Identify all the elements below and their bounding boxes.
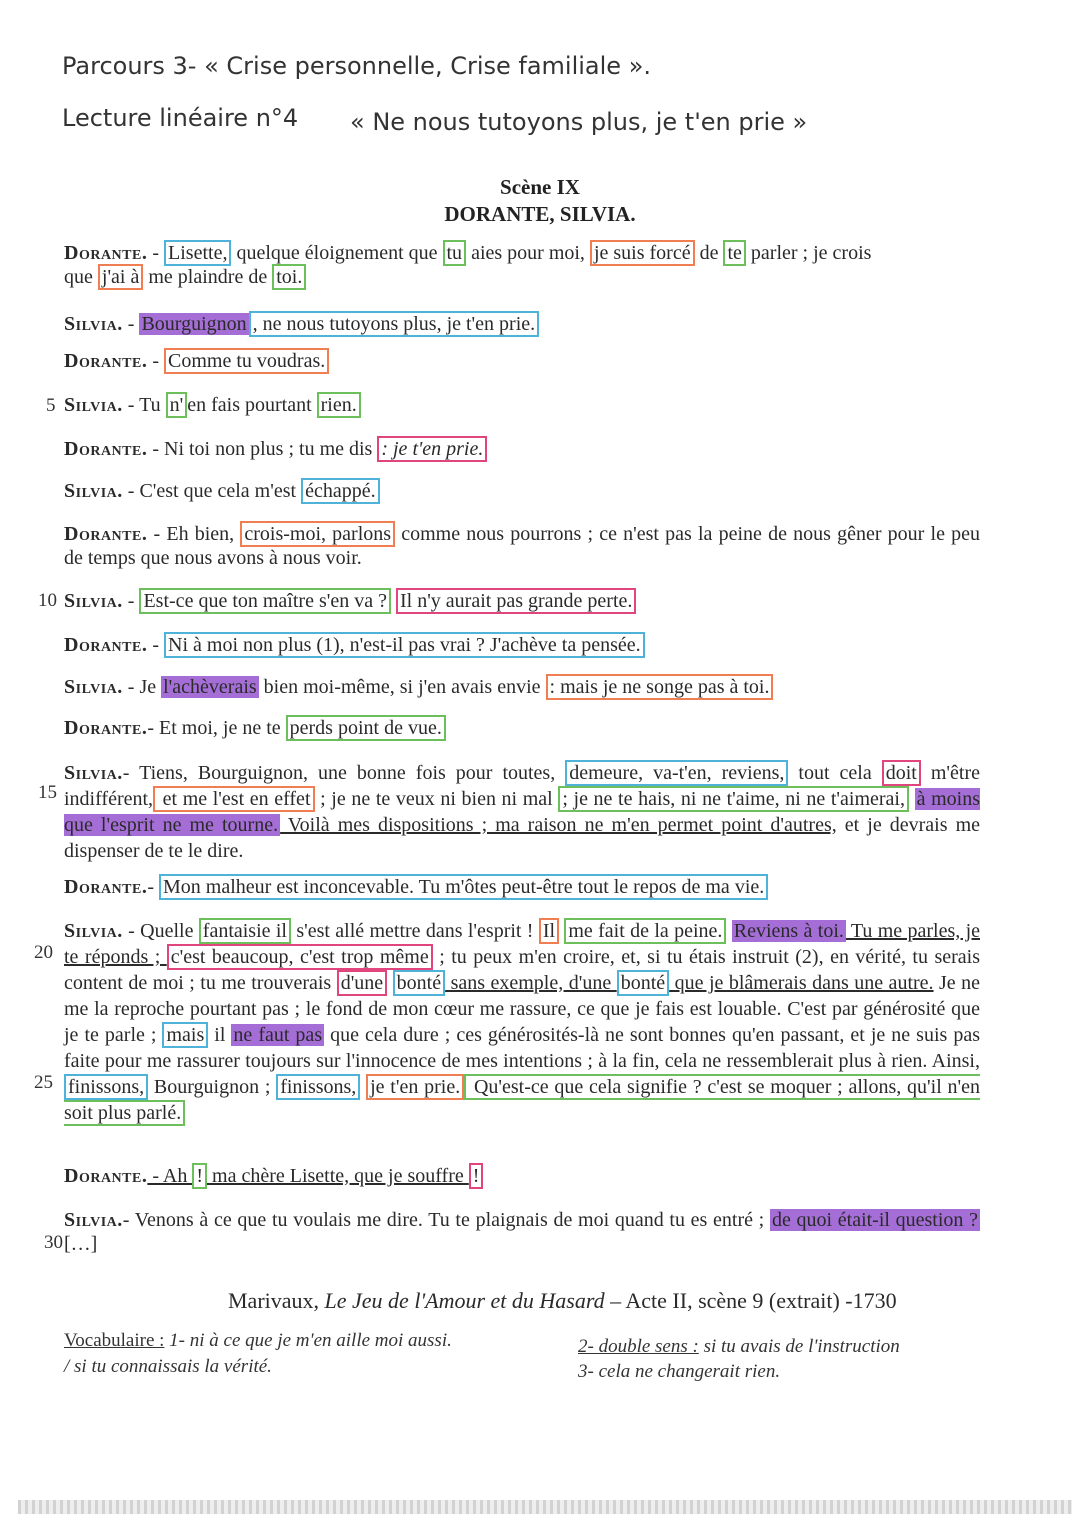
highlight: Est-ce que ton maître s'en va ? [139,588,391,614]
line-number: 20 [34,942,53,963]
text: de [694,242,724,264]
highlight: de quoi était-il question ? [771,1209,978,1231]
line-number: 25 [34,1072,53,1093]
highlight: Comme tu voudras. [164,348,329,374]
speaker: Dorante. [64,523,148,545]
text: que je blâmerais dans une autre. [669,972,934,994]
vocab-text: 1- ni à ce que je m'en aille moi aussi. [164,1330,452,1351]
highlight: c'est beaucoup, c'est trop même [167,944,433,970]
text: Tu me parles, je te réponds ; [64,920,981,968]
text: - [122,313,140,335]
highlight: ! [192,1163,207,1189]
text: comme nous pourrons ; ce n'est pas la peine de nous gêner pour le peu de temps que nous avons à nous voir. [64,523,980,569]
highlight: , ne nous tutoyons plus, je t'en prie. [249,311,539,337]
text: - Venons à ce que tu voulais me dire. Tu te plaignais de moi quand tu es entré ; [122,1209,770,1231]
replica-dorante-6 [64,717,446,740]
highlight: échappé. [301,478,380,504]
highlight: demeure, va-t'en, reviens, [565,760,788,786]
replica-silvia-8 [64,1208,980,1256]
highlight: te [723,240,745,266]
line-number: 15 [38,782,57,803]
speaker: Silvia. [64,590,123,612]
text: m'être indifférent, [64,762,980,810]
text: - [147,876,160,898]
replica-dorante-1 [64,242,871,265]
text: - Eh bien, [147,523,241,545]
text: - C'est que cela m'est [122,480,302,502]
highlight: crois-moi, parlons [240,521,395,547]
vocab-heading: 2- double sens : [578,1336,699,1357]
highlight: Bourguignon [141,313,247,335]
highlight: fantaisie il [199,918,291,944]
line-number: 5 [46,395,56,416]
replica-silvia-4 [64,590,636,613]
speaker: Silvia. [64,676,123,698]
vocab-heading: Vocabulaire : [64,1330,165,1351]
highlight: me fait de la peine. [564,918,726,944]
highlight: perds point de vue. [286,715,446,741]
highlight: ! [469,1163,484,1189]
speaker: Silvia. [64,762,123,784]
highlight: bonté [393,970,445,996]
source-citation [228,1288,897,1314]
highlight: finissons, [64,1074,148,1100]
lecture-title: Lecture linéaire n°4 [62,104,299,132]
speaker: Dorante. [64,717,148,739]
vocab-1b: / si tu connaissais la vérité. [64,1356,272,1377]
text: sans exemple, d'une [445,972,617,994]
text: et je devrais me dispenser de te le dire. [64,814,980,862]
highlight: mais [162,1022,208,1048]
highlight: : je t'en prie. [377,436,487,462]
replica-silvia-2 [64,394,361,417]
citation-work: Le Jeu de l'Amour et du Hasard [324,1288,605,1313]
text: - Tiens, Bourguignon, une bonne fois pour toutes, [122,762,566,784]
highlight: Il n'y aurait pas grande perte. [396,588,636,614]
text: bien moi-même, si j'en avais envie [258,676,546,698]
speaker: Dorante. [64,634,148,656]
text: Bourguignon ; [148,1076,277,1098]
replica-dorante-5 [64,634,645,657]
vocab-1 [64,1330,452,1352]
lecture-quote: « Ne nous tutoyons plus, je t'en prie » [350,108,808,136]
text: - [147,634,165,656]
replica-dorante-2 [64,350,329,373]
text [726,920,731,942]
text: ; tu peux m'en croire, et, si tu étais instruit (2), en vérité, tu serais content de moi ; tu me trouverais [64,946,980,994]
highlight: Qu'est-ce que cela signifie ? c'est se moquer ; allons, qu'il n'en soit plus parlé. [64,1076,980,1124]
text: ma chère Lisette, que je souffre [207,1165,469,1187]
replica-dorante-1-cont [64,266,306,289]
highlight: l'achèverais [163,676,257,698]
text: tout cela [788,762,882,784]
highlight: ; je ne te hais, ni ne t'aime, ni ne t'aimerai, [558,786,909,812]
vocab-2 [578,1336,900,1358]
highlight: ne faut pas [233,1024,323,1046]
text: en fais pourtant [187,394,317,416]
highlight: Ni à moi non plus (1), n'est-il pas vrai ? J'achève ta pensée. [164,632,645,658]
citation-rest: – Acte II, scène 9 (extrait) -1730 [604,1288,897,1313]
speaker: Dorante. [64,876,148,898]
highlight: je t'en prie. [366,1074,464,1100]
scene-title: Scène IX [500,175,580,199]
line-number: 10 [38,590,57,611]
replica-dorante-8 [64,1165,483,1188]
highlight: doit [882,760,921,786]
speaker: Silvia. [64,1209,123,1231]
highlight: Lisette, [164,240,231,266]
speaker: Silvia. [64,480,123,502]
highlight: tu [443,240,467,266]
speaker: Dorante. [64,242,148,264]
replica-silvia-1 [64,313,539,336]
highlight: et me l'est en effet [153,786,314,812]
highlight: je suis forcé [590,240,695,266]
text: - Quelle [122,920,199,942]
text: - [147,350,165,372]
highlight: Il [539,918,559,944]
replica-silvia-7 [64,918,980,1126]
scan-edge [18,1500,1072,1514]
text: parler ; je crois [745,242,872,264]
text [387,972,392,994]
speaker: Silvia. [64,394,123,416]
text: - Ah [147,1165,193,1187]
speaker: Silvia. [64,313,123,335]
text: - Tu [122,394,166,416]
text: - Et moi, je ne te [147,717,286,739]
text [909,788,915,810]
highlight: finissons, [276,1074,360,1100]
text: Voilà mes dispositions ; ma raison ne m'en permet point d'autres, [280,814,837,836]
highlight: Mon malheur est inconcevable. Tu m'ôtes peut-être tout le repos de ma vie. [159,874,768,900]
text: que cela dure ; ces générosités-là ne sont bonnes qu'en passant, et je ne suis pas faite pour me rassurer toujours sur l'innocence de mes intentions ; à la fin, cela ne ressemblerait plus à rien. Ainsi, [64,1024,980,1072]
highlight: bonté [617,970,669,996]
replica-dorante-7 [64,876,768,899]
vocab-3: 3- cela ne changerait rien. [578,1361,781,1382]
replica-dorante-3 [64,438,487,461]
replica-silvia-5 [64,676,773,699]
replica-silvia-3 [64,480,380,503]
text: il [208,1024,232,1046]
text: - Ni toi non plus ; tu me dis [147,438,378,460]
line-number: 30 [44,1232,63,1253]
replica-silvia-6 [64,760,980,864]
text: Je ne me la reproche pourtant pas ; le fond de mon cœur me rassure, ce que je fais est louable. C'est par générosité que je te parle ; [64,972,981,1046]
scene-characters: DORANTE, SILVIA. [444,202,636,226]
highlight: à moins que l'esprit ne me tourne. [64,788,981,836]
text: s'est allé mettre dans l'esprit ! [290,920,539,942]
highlight: toi. [272,264,306,290]
speaker: Dorante. [64,438,148,460]
highlight: : mais je ne songe pas à toi. [546,674,774,700]
text: aies pour moi, [466,242,590,264]
highlight: rien. [317,392,361,418]
speaker: Dorante. [64,1165,148,1187]
citation-author: Marivaux, [228,1288,325,1313]
text: me plaindre de [143,266,273,288]
highlight: n' [166,392,188,418]
replica-dorante-4 [64,522,980,570]
text: ; je ne te veux ni bien ni mal [314,788,559,810]
text: quelque éloignement que [231,242,443,264]
highlight: d'une [337,970,387,996]
text: que [64,266,98,288]
text: […] [64,1233,98,1255]
vocab-text: si tu avais de l'instruction [698,1336,900,1357]
speaker: Dorante. [64,350,148,372]
highlight: Reviens à toi. [733,920,844,942]
text: - Je [122,676,162,698]
highlight: j'ai à [98,264,143,290]
text: - [122,590,140,612]
parcours-title: Parcours 3- « Crise personnelle, Crise familiale ». [62,52,652,80]
speaker: Silvia. [64,920,123,942]
text: - [147,242,165,264]
